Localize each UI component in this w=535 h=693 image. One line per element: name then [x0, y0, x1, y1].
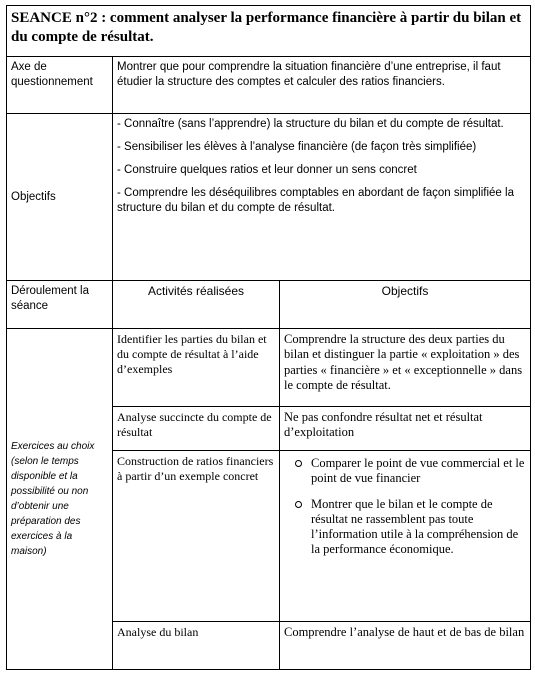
objectif-item: - Sensibiliser les élèves à l’analyse financière (de façon très simplifiée)	[117, 141, 477, 153]
axe-text: Montrer que pour comprendre la situation financière d’une entreprise, il faut étudier la structure des comptes et calculer des ratios financiers.	[113, 57, 531, 114]
objectif-bullet-list	[284, 456, 526, 558]
objectif-cell: Comprendre la structure des deux parties du bilan et distinguer la partie « exploitation » des parties « financière » et « exceptionnelle » dans le compte de résultat.	[280, 329, 531, 407]
objectif-bullet: Montrer que le bilan et le compte de résultat ne rassemblent pas toute l’information utile à la compréhension de la performance économique.	[284, 497, 526, 558]
col-header-objectifs: Objectifs	[280, 281, 531, 329]
objectif-item: - Connaître (sans l’apprendre) la structure du bilan et du compte de résultat.	[117, 118, 504, 130]
circle-bullet-icon	[295, 501, 302, 508]
objectifs-list	[113, 114, 531, 281]
col-header-activites: Activités réalisées	[113, 281, 280, 329]
objectif-cell: Comprendre l’analyse de haut et de bas de bilan	[280, 622, 531, 670]
objectifs-label: Objectifs	[7, 114, 113, 281]
document-page	[6, 5, 530, 670]
objectif-item: - Comprendre les déséquilibres comptables en abordant de façon simplifiée la structure du bilan et du compte de résultat.	[117, 187, 514, 214]
objectif-item: - Construire quelques ratios et leur donner un sens concret	[117, 164, 417, 176]
axe-label: Axe de questionnement	[7, 57, 113, 114]
objectif-cell	[280, 451, 531, 622]
activite-cell: Analyse du bilan	[113, 622, 280, 670]
page-title: SEANCE n°2 : comment analyser la performance financière à partir du bilan et du compte de résultat.	[7, 6, 531, 57]
activite-cell: Identifier les parties du bilan et du compte de résultat à l’aide d’exemples	[113, 329, 280, 407]
objectif-bullet: Comparer le point de vue commercial et le point de vue financier	[284, 456, 526, 487]
objectif-cell: Ne pas confondre résultat net et résultat d’exploitation	[280, 407, 531, 451]
activite-cell: Construction de ratios financiers à partir d’un exemple concret	[113, 451, 280, 622]
seance-table	[6, 5, 531, 670]
deroulement-label: Déroulement la séance	[7, 281, 113, 329]
circle-bullet-icon	[295, 460, 302, 467]
exercices-note: Exercices au choix (selon le temps disponible et la possibilité ou non d’obtenir une préparation des exercices à la maison)	[7, 329, 113, 670]
activite-cell: Analyse succincte du compte de résultat	[113, 407, 280, 451]
